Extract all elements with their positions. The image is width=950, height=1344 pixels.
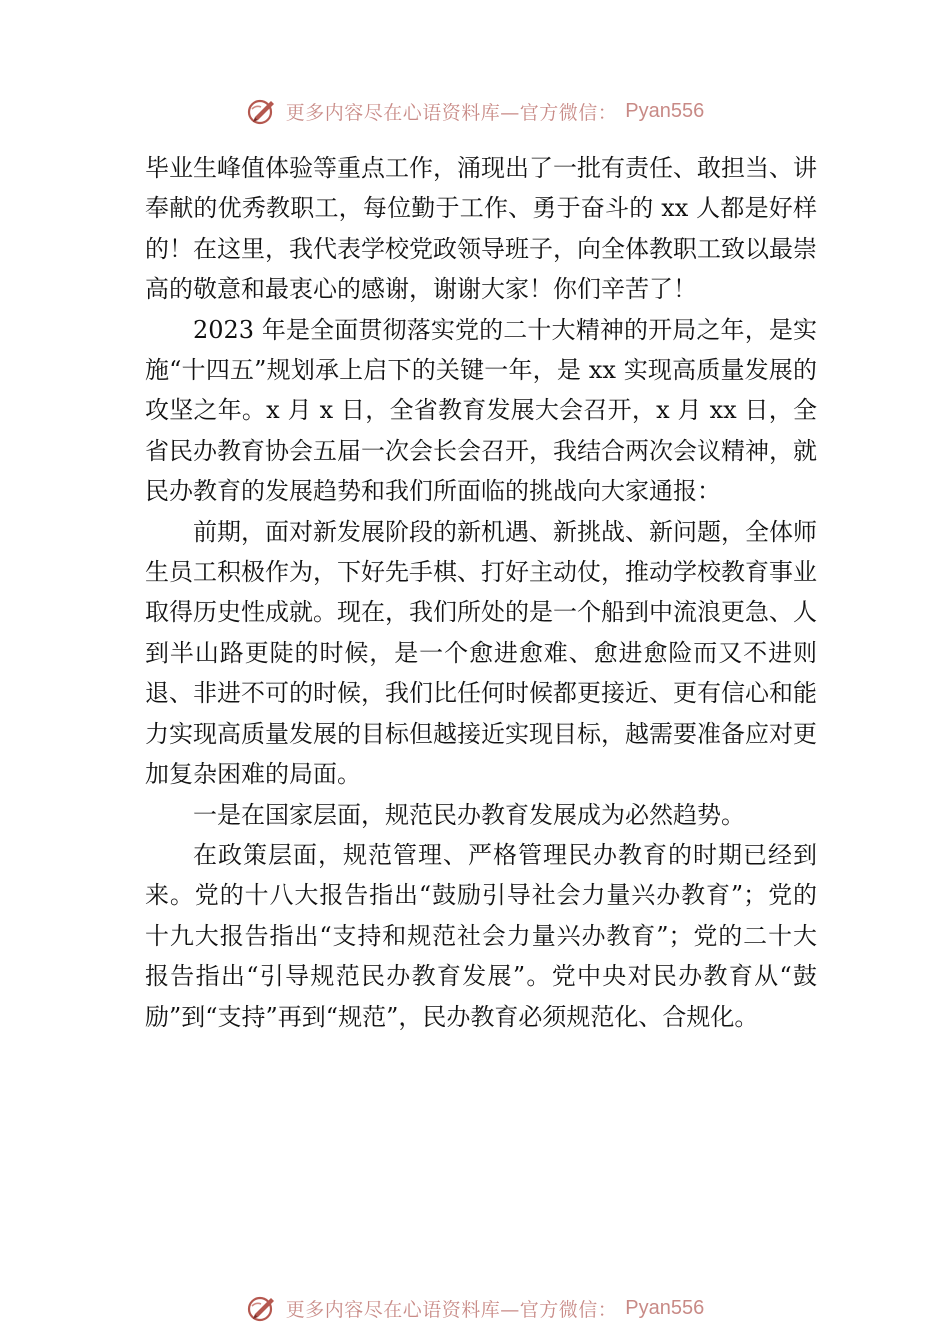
watermark-text: 更多内容尽在心语资料库—官方微信： [285, 101, 618, 124]
paragraph-2: 2023 年是全面贯彻落实党的二十大精神的开局之年，是实施“十四五”规划承上启下的关键一年，是 xx 实现高质量发展的攻坚之年。x 月 x 日，全省教育发展大会召开，x 月 xx 日，全省民办教育协会五届一次会长会召开，我结合两次会议精神，就民办教育的发展趋势和我们所面临的挑战向大家通报： [145, 315, 817, 506]
document-body [145, 148, 817, 1037]
paragraph-5: 在政策层面，规范管理、严格管理民办教育的时期已经到来。党的十八大报告指出“鼓励引导社会力量兴办教育”；党的十九大报告指出“支持和规范社会力量兴办教育”；党的二十大报告指出“引导规范民办教育发展”。党中央对民办教育从“鼓励”到“支持”再到“规范”，民办教育必须规范化、合规化。 [145, 840, 817, 1031]
footer-watermark [0, 1292, 950, 1324]
paragraph-3: 前期，面对新发展阶段的新机遇、新挑战、新问题，全体师生员工积极作为，下好先手棋、打好主动仗，推动学校教育事业取得历史性成就。现在，我们所处的是一个船到中流浪更急、人到半山路更陡的时候，是一个愈进愈难、愈进愈险而又不进则退、非进不可的时候，我们比任何时候都更接近、更有信心和能力实现高质量发展的目标但越接近实现目标，越需要准备应对更加复杂困难的局面。 [145, 517, 817, 789]
paragraph-4: 一是在国家层面，规范民办教育发展成为必然趋势。 [193, 800, 745, 829]
watermark-text: 更多内容尽在心语资料库—官方微信： [285, 1298, 618, 1321]
watermark-wechat-id: Pyan556 [625, 1296, 705, 1319]
watermark-wechat-id: Pyan556 [625, 99, 705, 122]
pen-logo-icon [246, 95, 278, 127]
paragraph-1: 毕业生峰值体验等重点工作，涌现出了一批有责任、敢担当、讲奉献的优秀教职工，每位勤于工作、勇于奋斗的 xx 人都是好样的！在这里，我代表学校党政领导班子，向全体教职工致以最崇高的敬意和最衷心的感谢，谢谢大家！你们辛苦了！ [145, 154, 817, 304]
header-watermark [0, 95, 950, 127]
pen-logo-icon [246, 1292, 278, 1324]
